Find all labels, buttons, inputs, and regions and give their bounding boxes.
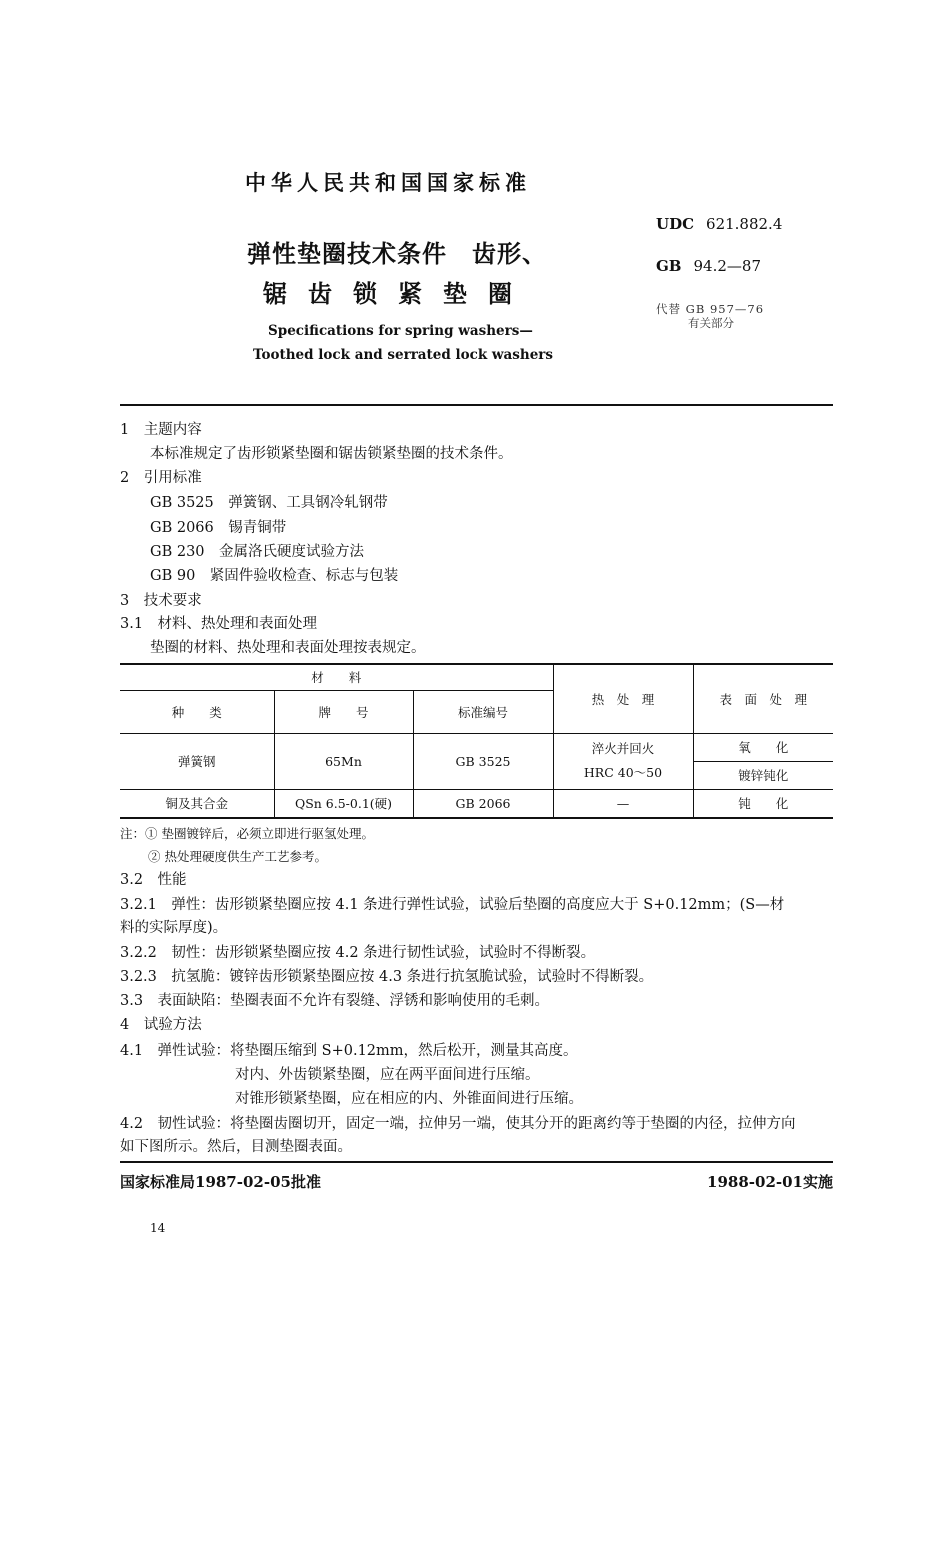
- section-4-1-line3: 对锥形锁紧垫圈，应在相应的内、外锥面间进行压缩。: [235, 1091, 583, 1107]
- section-4-title: 4 试验方法: [120, 1017, 202, 1033]
- udc-label: UDC: [656, 215, 695, 233]
- section-2-title: 2 引用标准: [120, 470, 202, 486]
- cell-heat: [553, 733, 693, 789]
- cell-grade: 65Mn: [274, 733, 413, 789]
- header-standard: 标准编号: [413, 690, 553, 733]
- materials-table: [120, 663, 833, 819]
- title-zh-line2: 锯齿锁紧垫圈: [263, 279, 533, 308]
- reference-item: GB 3525 弹簧钢、工具钢冷轧钢带: [150, 495, 388, 511]
- cell-surface: 氧 化: [693, 733, 833, 761]
- table-note: 注：① 垫圈镀锌后，必须立即进行驱氢处理。: [120, 826, 374, 841]
- table-note: ② 热处理硬度供生产工艺参考。: [148, 849, 327, 864]
- section-4-2-line1: 4.2 韧性试验：将垫圈齿圈切开，固定一端，拉伸另一端，使其分开的距离约等于垫圈的内径，拉伸方向: [120, 1116, 796, 1132]
- gb-label: GB: [656, 257, 682, 275]
- cell-surface: 镀锌钝化: [693, 761, 833, 789]
- bottom-rule: [120, 1161, 833, 1163]
- cell-heat: —: [553, 789, 693, 818]
- replaces-line1: 代替 GB 957—76: [656, 302, 765, 316]
- reference-item: GB 230 金属洛氏硬度试验方法: [150, 544, 365, 560]
- cell-kind: 铜及其合金: [120, 789, 274, 818]
- udc-code: [656, 215, 782, 233]
- section-4-1-line1: 4.1 弹性试验：将垫圈压缩到 S+0.12mm，然后松开，测量其高度。: [120, 1043, 578, 1059]
- gb-value: 94.2—87: [693, 257, 761, 275]
- approval-date: 国家标准局1987-02-05批准: [120, 1173, 321, 1191]
- cell-standard: GB 2066: [413, 789, 553, 818]
- title-zh-line1: 弹性垫圈技术条件 齿形、: [247, 239, 547, 268]
- title-en-line1: Specifications for spring washers—: [268, 323, 533, 339]
- reference-item: GB 2066 锡青铜带: [150, 520, 287, 536]
- replaces-line2: 有关部分: [688, 316, 734, 330]
- udc-value: 621.882.4: [706, 215, 783, 233]
- cell-grade: QSn 6.5-0.1(硬): [274, 789, 413, 818]
- section-3-1-title: 3.1 材料、热处理和表面处理: [120, 616, 318, 632]
- section-3-1-text: 垫圈的材料、热处理和表面处理按表规定。: [150, 640, 426, 656]
- reference-item: GB 90 紧固件验收检查、标志与包装: [150, 568, 399, 584]
- cell-heat-line: 淬火并回火: [591, 741, 655, 756]
- title-en-line2: Toothed lock and serrated lock washers: [253, 347, 554, 363]
- cell-standard: GB 3525: [413, 733, 553, 789]
- page-number: 14: [150, 1221, 166, 1235]
- section-3-3: 3.3 表面缺陷：垫圈表面不允许有裂缝、浮锈和影响使用的毛刺。: [120, 993, 550, 1009]
- section-3-2-title: 3.2 性能: [120, 872, 187, 888]
- national-standard-header: 中华人民共和国国家标准: [245, 170, 531, 195]
- header-grade: 牌 号: [274, 690, 413, 733]
- gb-code: [656, 257, 761, 275]
- cell-kind: 弹簧钢: [120, 733, 274, 789]
- section-3-2-1-line1: 3.2.1 弹性：齿形锁紧垫圈应按 4.1 条进行弹性试验，试验后垫圈的高度应大于 S+0.12mm；(S—材: [120, 897, 785, 913]
- section-4-2-line2: 如下图所示。然后，目测垫圈表面。: [120, 1139, 352, 1155]
- section-3-title: 3 技术要求: [120, 593, 202, 609]
- top-rule: [120, 404, 833, 406]
- section-3-2-1-line2: 料的实际厚度)。: [120, 920, 228, 936]
- section-3-2-2: 3.2.2 韧性：齿形锁紧垫圈应按 4.2 条进行韧性试验，试验时不得断裂。: [120, 945, 596, 961]
- header-material: 材 料: [120, 664, 553, 690]
- cell-surface: 钝 化: [693, 789, 833, 818]
- section-4-1-line2: 对内、外齿锁紧垫圈，应在两平面间进行压缩。: [235, 1067, 540, 1083]
- header-kind: 种 类: [120, 690, 274, 733]
- effective-date: 1988-02-01实施: [707, 1173, 833, 1191]
- section-3-2-3: 3.2.3 抗氢脆：镀锌齿形锁紧垫圈应按 4.3 条进行抗氢脆试验，试验时不得断裂。: [120, 969, 654, 985]
- header-surface-treatment: 表 面 处 理: [693, 664, 833, 733]
- cell-heat-line: HRC 40～50: [583, 765, 663, 780]
- section-1-title: 1 主题内容: [120, 422, 202, 438]
- header-heat-treatment: 热 处 理: [553, 664, 693, 733]
- section-1-text: 本标准规定了齿形锁紧垫圈和锯齿锁紧垫圈的技术条件。: [150, 446, 513, 462]
